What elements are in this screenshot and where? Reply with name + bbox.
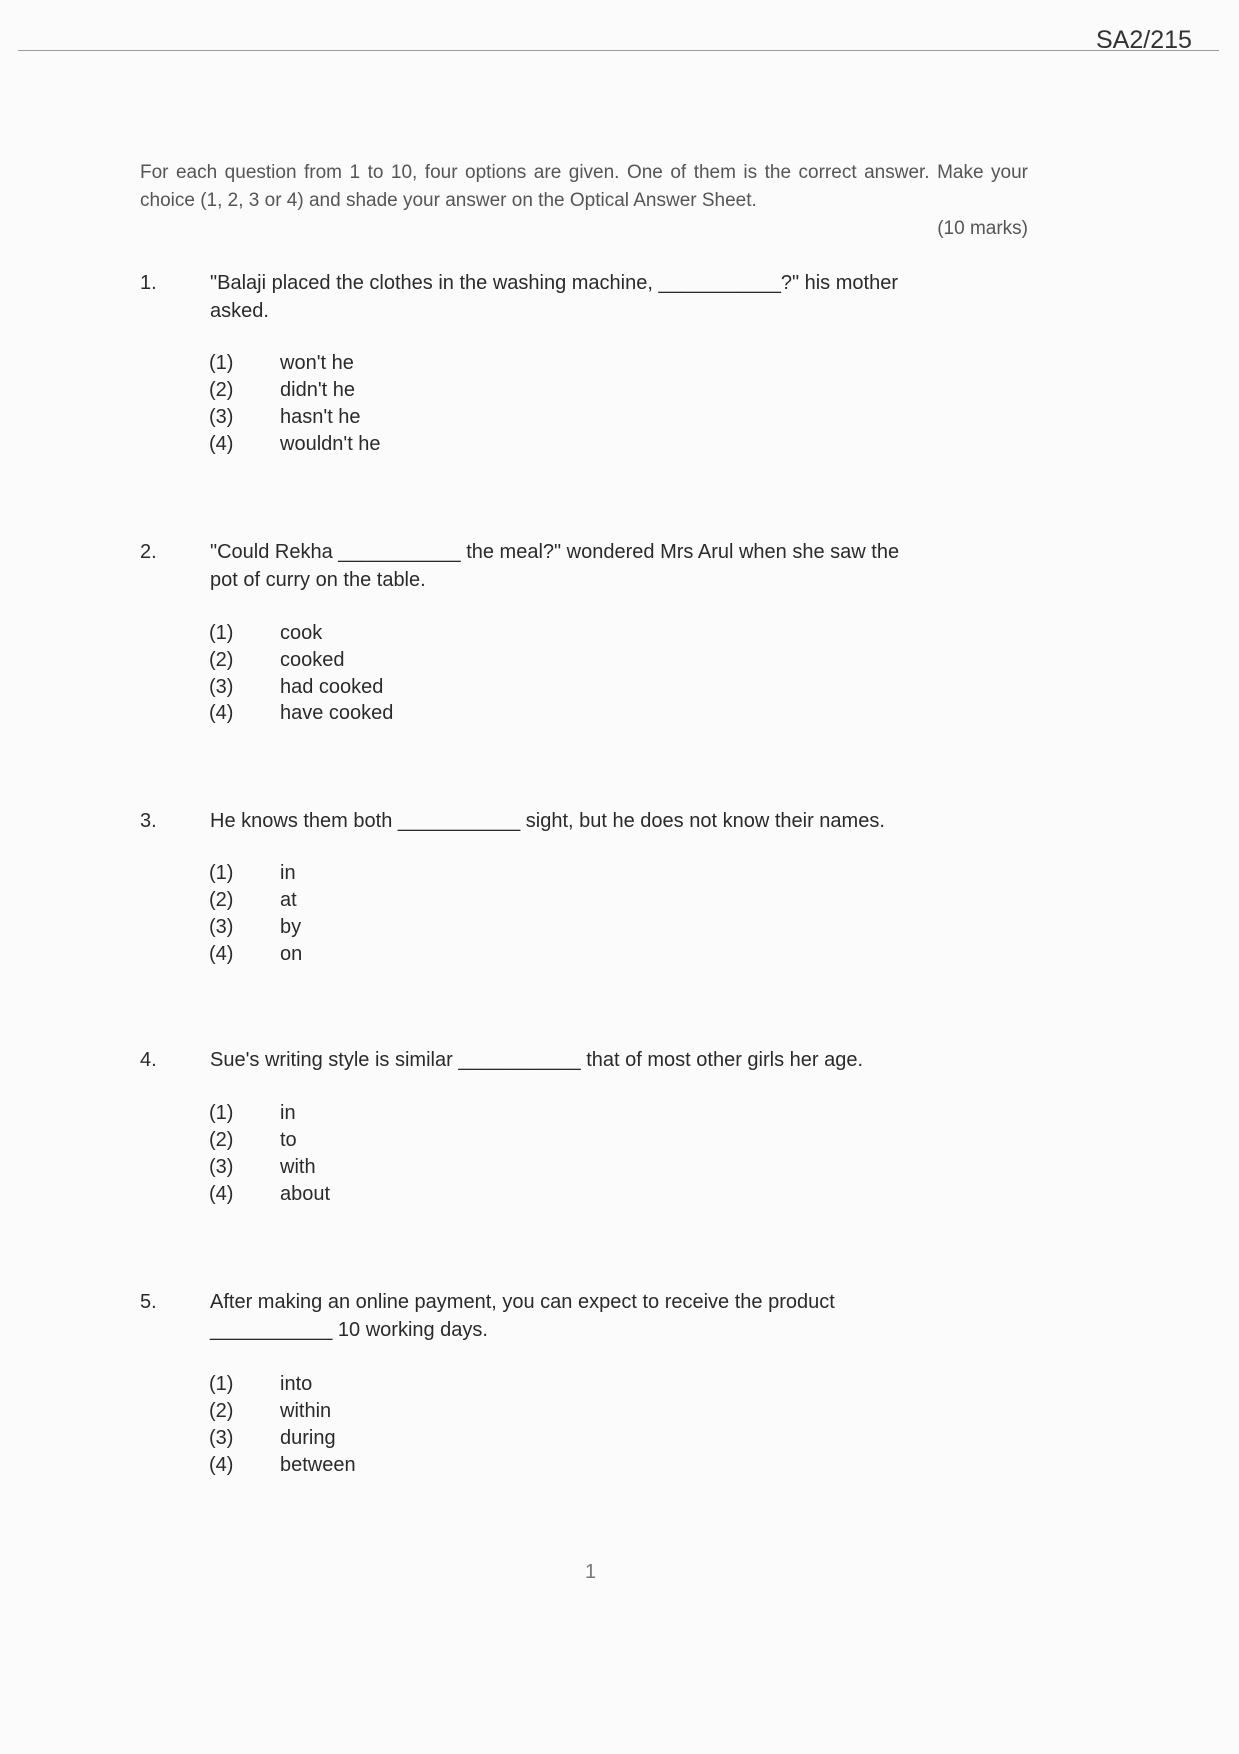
option-text: about <box>280 1183 331 1205</box>
option-text: cook <box>280 622 323 644</box>
option-number: (4) <box>209 702 234 724</box>
question-number: 2. <box>140 541 157 563</box>
question-text-line1: He knows them both ___________ sight, but he does not know their names. <box>210 810 885 832</box>
page-number: 1 <box>585 1561 597 1583</box>
option-text: between <box>280 1454 356 1476</box>
option-number: (1) <box>209 1373 234 1395</box>
instructions-marks: (10 marks) <box>937 218 1028 239</box>
option-text: in <box>280 1102 296 1124</box>
option-number: (4) <box>209 1454 234 1476</box>
question-number: 1. <box>140 272 157 294</box>
option-number: (3) <box>209 916 234 938</box>
option-text: at <box>280 889 297 911</box>
option-number: (3) <box>209 1156 234 1178</box>
option-text: cooked <box>280 649 345 671</box>
option-text: hasn't he <box>280 406 361 428</box>
question-number: 4. <box>140 1049 157 1071</box>
option-text: to <box>280 1129 297 1151</box>
option-number: (3) <box>209 406 234 428</box>
option-number: (2) <box>209 1129 234 1151</box>
question-number: 5. <box>140 1291 157 1313</box>
instructions <box>140 159 1028 239</box>
option-number: (2) <box>209 649 234 671</box>
option-number: (1) <box>209 622 234 644</box>
option-number: (4) <box>209 943 234 965</box>
option-text: by <box>280 916 302 938</box>
question-text-line1: After making an online payment, you can expect to receive the product <box>210 1291 835 1313</box>
option-text: in <box>280 862 296 884</box>
option-text: within <box>280 1400 332 1422</box>
option-text: didn't he <box>280 379 355 401</box>
question-text-line2: asked. <box>210 300 269 322</box>
option-text: on <box>280 943 303 965</box>
option-number: (2) <box>209 1400 234 1422</box>
question-text-line2: pot of curry on the table. <box>210 569 426 591</box>
option-number: (3) <box>209 1427 234 1449</box>
option-text: during <box>280 1427 336 1449</box>
question-text-line2: ___________ 10 working days. <box>210 1319 488 1341</box>
option-number: (1) <box>209 1102 234 1124</box>
paper-code: SA2/215 <box>1096 26 1192 54</box>
option-number: (2) <box>209 379 234 401</box>
option-text: won't he <box>280 352 354 374</box>
instructions-text: For each question from 1 to 10, four options are given. One of them is the correct answer. Make your choice (1, 2, 3 or 4) and shade your answer on the Optical Answer Sheet. <box>140 162 1028 211</box>
question-text-line1: "Could Rekha ___________ the meal?" wondered Mrs Arul when she saw the <box>210 541 900 563</box>
option-number: (1) <box>209 862 234 884</box>
option-number: (4) <box>209 433 234 455</box>
option-number: (2) <box>209 889 234 911</box>
header-rule <box>18 50 1219 51</box>
option-text: wouldn't he <box>280 433 381 455</box>
option-text: had cooked <box>280 676 384 698</box>
option-number: (4) <box>209 1183 234 1205</box>
question-number: 3. <box>140 810 157 832</box>
option-text: have cooked <box>280 702 394 724</box>
option-text: with <box>280 1156 316 1178</box>
question-text-line1: Sue's writing style is similar ___________ that of most other girls her age. <box>210 1049 864 1071</box>
option-number: (1) <box>209 352 234 374</box>
option-number: (3) <box>209 676 234 698</box>
option-text: into <box>280 1373 313 1395</box>
question-text-line1: "Balaji placed the clothes in the washing machine, ___________?" his mother <box>210 272 898 294</box>
